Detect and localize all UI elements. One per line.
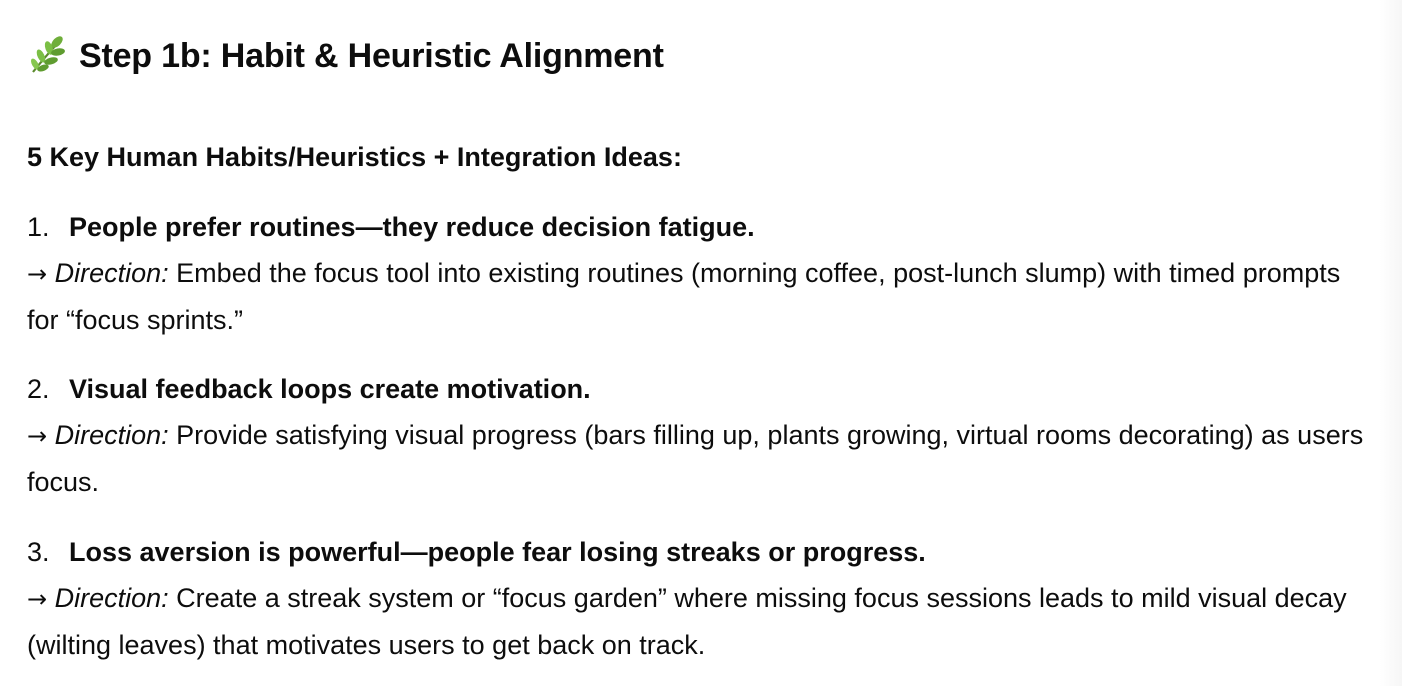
direction-text: Create a streak system or “focus garden” where missing focus sessions leads to mild visual decay (wilting leaves) that motivates users to get back on track. bbox=[27, 583, 1347, 660]
direction-text: Provide satisfying visual progress (bars filling up, plants growing, virtual rooms decorating) as users focus. bbox=[27, 420, 1364, 497]
item-direction bbox=[27, 575, 1377, 668]
item-direction bbox=[27, 250, 1377, 343]
list-item bbox=[27, 529, 1377, 668]
item-direction bbox=[27, 412, 1377, 505]
direction-label: Direction: bbox=[54, 583, 169, 613]
item-heading bbox=[27, 366, 1377, 412]
item-title: People prefer routines—they reduce decision fatigue. bbox=[69, 212, 755, 242]
scroll-area-edge bbox=[1380, 0, 1402, 686]
arrow-right-icon: → bbox=[27, 422, 48, 450]
section-title: Step 1b: Habit & Heuristic Alignment bbox=[79, 36, 664, 75]
item-number: 3. bbox=[27, 537, 50, 567]
item-heading bbox=[27, 529, 1377, 575]
direction-text: Embed the focus tool into existing routines (morning coffee, post-lunch slump) with timed prompts for “focus sprints.” bbox=[27, 258, 1341, 335]
direction-label: Direction: bbox=[54, 258, 169, 288]
section-heading bbox=[27, 34, 664, 78]
item-title: Loss aversion is powerful—people fear losing streaks or progress. bbox=[69, 537, 926, 567]
subheading: 5 Key Human Habits/Heuristics + Integration Ideas: bbox=[27, 142, 682, 172]
item-heading bbox=[27, 204, 1377, 250]
list-item bbox=[27, 204, 1377, 343]
item-title: Visual feedback loops create motivation. bbox=[69, 374, 591, 404]
item-number: 1. bbox=[27, 212, 50, 242]
list-item bbox=[27, 366, 1377, 505]
herb-leaf-icon bbox=[27, 36, 67, 76]
item-number: 2. bbox=[27, 374, 50, 404]
arrow-right-icon: → bbox=[27, 260, 48, 288]
direction-label: Direction: bbox=[54, 420, 169, 450]
arrow-right-icon: → bbox=[27, 585, 48, 613]
